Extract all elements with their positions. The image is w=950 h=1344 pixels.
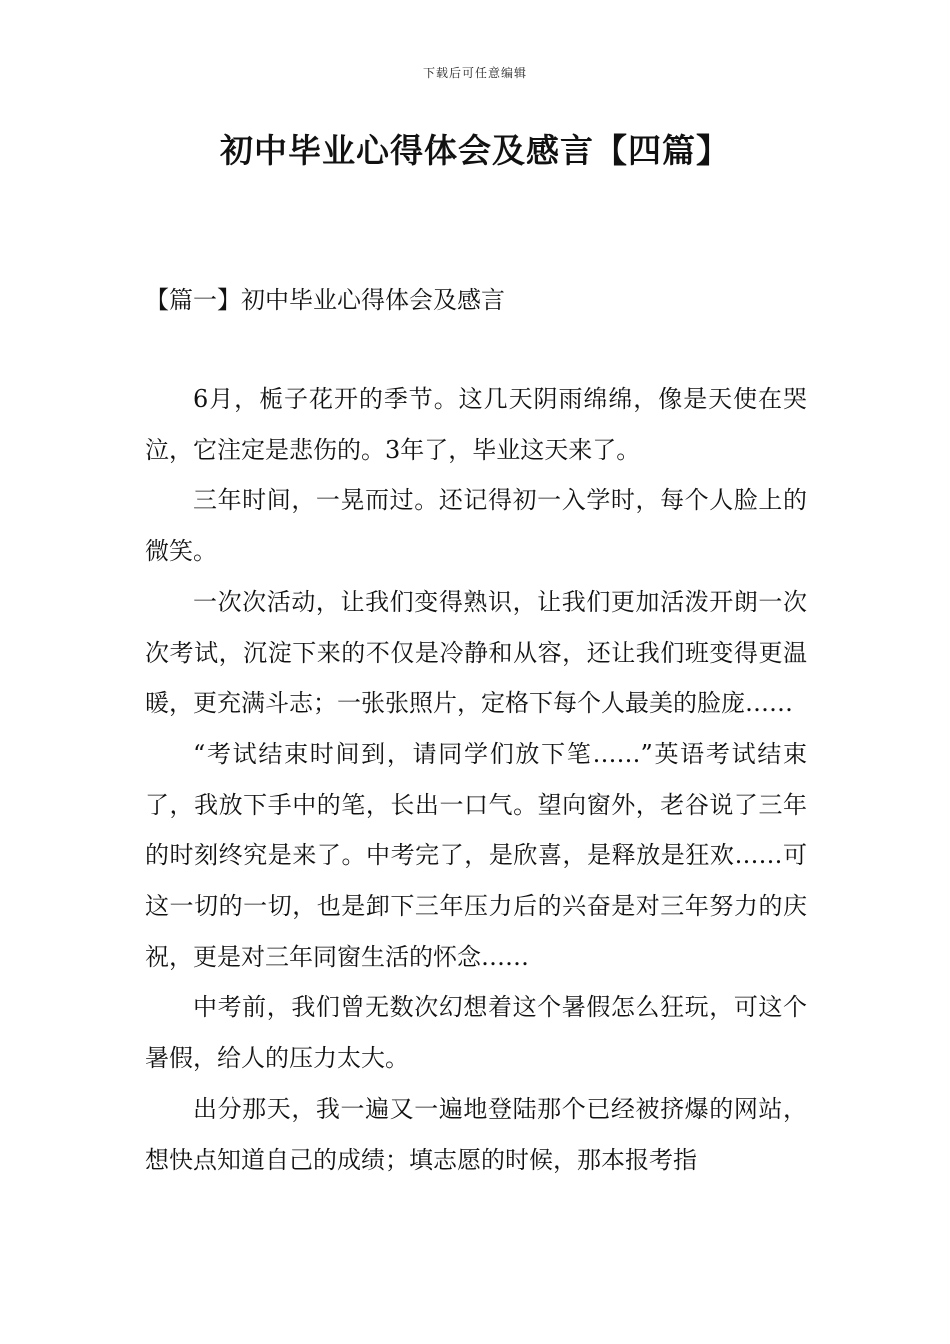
paragraph: “考试结束时间到，请同学们放下笔……”英语考试结束了，我放下手中的笔，长出一口气。望向窗外，老谷说了三年的时刻终究是来了。中考完了，是欣喜，是释放是狂欢……可这一切的一切，也是卸下三年压力后的兴奋是对三年努力的庆祝，更是对三年同窗生活的怀念…… (145, 739, 807, 971)
paragraph: 中考前，我们曾无数次幻想着这个暑假怎么狂玩，可这个暑假，给人的压力太大。 (145, 993, 807, 1073)
section-heading: 【篇一】初中毕业心得体会及感言 (145, 286, 505, 314)
document-title: 初中毕业心得体会及感言【四篇】 (220, 131, 730, 170)
paragraph: 出分那天，我一遍又一遍地登陆那个已经被挤爆的网站，想快点知道自己的成绩；填志愿的时候，那本报考指 (145, 1094, 807, 1174)
paragraph: 6月，栀子花开的季节。这几天阴雨绵绵，像是天使在哭泣，它注定是悲伤的。3年了，毕业这天来了。 (145, 385, 807, 464)
paragraph: 一次次活动，让我们变得熟识，让我们更加活泼开朗一次次考试，沉淀下来的不仅是冷静和从容，还让我们班变得更温暖，更充满斗志；一张张照片，定格下每个人最美的脸庞…… (145, 587, 807, 718)
paragraph: 三年时间，一晃而过。还记得初一入学时，每个人脸上的微笑。 (145, 486, 807, 566)
document-body (145, 374, 807, 1185)
header-note: 下载后可任意编辑 (422, 66, 527, 80)
